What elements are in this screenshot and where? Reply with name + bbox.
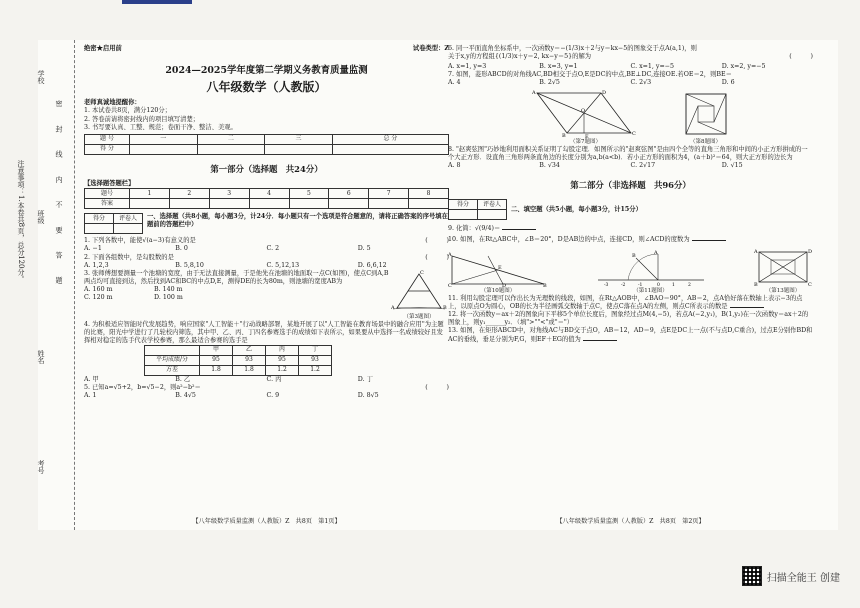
svg-text:A: A (653, 250, 658, 257)
q5: 5. 已知a=√5+2，b=√5−2，则a²−b²＝ (84, 383, 201, 391)
scanner-watermark (742, 566, 840, 586)
part1-title: 第一部分（选择题 共24分） (210, 163, 323, 174)
answer-cell[interactable] (369, 199, 409, 209)
q4-options: A. 甲 B. 乙 C. 丙 D. 丁 (84, 375, 373, 383)
svg-text:E: E (498, 265, 502, 272)
svg-text:-2: -2 (620, 283, 625, 289)
svg-text:A: A (531, 90, 536, 97)
svg-text:C: C (631, 131, 636, 138)
q9-blank[interactable] (502, 229, 536, 230)
q12: 12. 将一次函数y＝ax＋2的图象向下平移5个单位长度后，图象经过点M(4,−5)，若点A(−2,y₁)，B(1,y₂)在一次函数y＝ax＋2的图象上，则y₁______y₂．（填">""<"或"＝"） (448, 311, 809, 327)
qr-code-icon (742, 566, 762, 586)
answer-cell[interactable] (329, 199, 369, 209)
q7-options: A. 4 B. 2√5 C. 2√3 D. 6 (448, 79, 735, 87)
svg-text:D: D (502, 283, 507, 289)
q4: 4. 为积极适应智能时代发展趋势，响应国家"人工智能＋"行动战略部署，某地开展了以"人工智能在教育场景中的融合应用"为主题的比赛，阳光中学进行了几轮校内筛选，其中甲、乙、丙、丁四名参赛选手的成绩如下表所示，如果要从中选择一名成绩较好且发挥相对稳定的选手代表学校参赛，那么最适合参赛的选手是 (84, 320, 444, 344)
svg-text:E: E (584, 134, 589, 140)
q2-options: A. 1,2,3 B. 5,8,10 C. 5,12,13 D. 6,6,12 (84, 261, 387, 269)
q2: 2. 下面各组数中，是勾股数的是 (84, 253, 174, 261)
svg-text:-3: -3 (603, 283, 608, 289)
q4-table: 甲 乙 丙 丁 平均成绩/分 95 93 95 93 方差 1.8 1.8 1.2 1.2 (144, 345, 332, 376)
svg-text:D: D (808, 249, 813, 256)
svg-text:A: A (391, 304, 395, 311)
section1-instructions: 一、选择题（共8小题，每小题3分，计24分．每小题只有一个选项是符合题意的，请将正确答案的序号填在题前的答题栏中） (147, 213, 448, 229)
svg-text:0: 0 (656, 283, 660, 289)
svg-text:B: B (543, 283, 547, 289)
score-table: 题 号 一 二 三 总 分 得 分 (84, 134, 449, 155)
q13-blank[interactable] (583, 340, 617, 341)
figure-q11: -3 -2 -1 0 1 2 B A （第11题图） (603, 250, 691, 295)
q13: 13. 如图，在矩形ABCD中，对角线AC与BD交于点O，AB＝12，AD＝9，点E是DC上一点(不与点D,C重合)，过点E分别作BD和AC的垂线，垂足分别为F,G，则EF＋EG的值为 (448, 327, 813, 343)
grader-box-1: 得分 评卷人 (84, 213, 143, 234)
margin-note: 注意事项：1.本卷共8页，总分120分。 (17, 160, 25, 283)
q1: 1. 下列各数中，能使√(a−3)有意义的是 (84, 237, 196, 245)
svg-text:A: A (754, 249, 758, 256)
notice-1: 1. 本试卷共8页，满分120分； (84, 107, 172, 115)
page-2: 6. 同一平面直角坐标系中，一次函数y＝−(1/3)x＋2与y＝kx−5的图象交于点A(a,1)，则 关于x,y的方程组{(1/3)x＋y＝2, kx−y＝5}的解为 ( ) A. x=1, y=3 B. x=3, y=1 C. x=1, y=−5 D. x=2, y=−5 7. 如图，菱形ABCD的对角线AC,BD相交于点O,E是DC的中点,BE⊥DC,连接OE.若OE＝2，则BE＝ A. 4 B. 2√5 C. 2√3 D. 6 A D C B O E （第7题图） （第8题图） 8. "赵爽弦图"巧妙地利用面积关系证明了勾股定理．如图所示的"赵爽弦图"是由四个全等的直角三角形和中间的小正方形拼成的一个大正方形．设直角三角形两条直角边的长度分别为a,b(a<b)．若小正方形的面积为4，(a＋b)²＝64，则大正方形的边长为 A. 8 B. √34 C. 2√17 D. √15 第二部分（非选择题 共96分） 得分 评卷人 二、填空题（共5小题，每小题3分，计15分） 9. 化简：√(9/4)＝ 10. 如图，在Rt△ABC中，∠B＝20°，D是AB边的中点，连接CD，则∠ACD的度数为 A C B E D （第10题图） -3 -2 -1 0 1 2 B A （第11题图） A D B C （第13题图） 11. 利用勾股定理可以作出长为无理数的线段，如图，在Rt△AOB中，∠BAO＝90°，AB＝2，点A恰好落在数轴上表示−3的点上，以原点O为圆心，OB的长为半径画弧交数轴于点C，使点C落在点A的左侧，则点C所表示的数是 12. 将一次函数y＝ax＋2的图象向下平移5个单位长度后，图象经过点M(4,−5)，若点A(−2,y₁)，B(1,y₂)在一次函数y＝ax＋2的图象上，则y₁______y₂．（填">""<"或"＝"） 13. 如图，在矩形ABCD中，对角线AC与BD交于点O，AB＝12，AD＝9，点E是DC上一点(不与点D,C重合)，过点E分别作BD和AC的垂线，垂足分别为F,G，则EF＋EG的值为 【八年级数学质量监测（人教版）Z 共8页 第2页】 (448, 45, 813, 526)
score-cell-total[interactable] (332, 144, 448, 154)
answer-cell[interactable] (249, 199, 289, 209)
notice-3: 3. 书写要认真、工整、规范；卷面干净、整洁、美观。 (84, 123, 237, 131)
q3: 3. 张师傅想要测量一个池塘的宽度，由于无法直接测量，于是他先在池塘的地面取一点C(如图)，使点C到A,B两点均可直接到达，然后找到AC和BC的中点D,E，测得DE的长为80m，则池塘的宽度AB为 (84, 269, 389, 285)
grader-box-2: 得分 评卷人 (448, 199, 507, 220)
answer-cell[interactable] (409, 199, 449, 209)
margin-seal: 密 封 线 内 不 要 答 题 (55, 100, 63, 292)
svg-text:1: 1 (671, 283, 675, 289)
score-cell-1[interactable] (130, 144, 198, 154)
q6-line2: 关于x,y的方程组{(1/3)x＋y＝2, kx−y＝5}的解为 (448, 53, 592, 61)
svg-text:B: B (443, 304, 447, 311)
section2-instructions: 二、填空题（共5小题，每小题3分，计15分） (511, 205, 642, 213)
svg-text:B: B (754, 282, 758, 289)
svg-text:B: B (561, 133, 566, 140)
q5-options: A. 1 B. 4√5 C. 9 D. 8√5 (84, 391, 379, 399)
answer-cell[interactable] (209, 199, 249, 209)
svg-text:2: 2 (687, 283, 691, 289)
margin-class: 班级 (37, 210, 45, 224)
figure-q13: A D B C （第13题图） (754, 249, 813, 295)
q10: 10. 如图，在Rt△ABC中，∠B＝20°，D是AB边的中点，连接CD，则∠ACD的度数为 (448, 236, 813, 244)
exam-title: 2024—2025学年度第二学期义务教育质量监测 (165, 65, 368, 77)
q6-options: A. x=1, y=3 B. x=3, y=1 C. x=1, y=−5 D. x=2, y=−5 (448, 63, 766, 71)
margin-id: 考号 (37, 460, 45, 474)
svg-text:C: C (808, 282, 812, 289)
figure-q7: A D C B O E （第7题图） (531, 90, 636, 146)
answer-sheet-heading: 【选择题答题栏】 (84, 180, 135, 188)
answer-cell[interactable] (130, 199, 170, 209)
answer-cell[interactable] (289, 199, 329, 209)
q9: 9. 化简：√(9/4)＝ (448, 225, 813, 233)
q8-options: A. 8 B. √34 C. 2√17 D. √15 (448, 162, 743, 170)
binding-margin (14, 40, 75, 530)
svg-text:C: C (420, 269, 424, 276)
q6: 6. 同一平面直角坐标系中，一次函数y＝−(1/3)x＋2与y＝kx−5的图象交于点A(a,1)，则 (448, 45, 697, 52)
svg-text:A: A (448, 252, 452, 259)
figure-row (448, 248, 813, 295)
svg-text:O: O (580, 108, 585, 115)
figure-q8: （第8题图） (681, 89, 731, 146)
svg-text:D: D (601, 90, 606, 97)
figure-q3: C A B （第3题图） (391, 269, 447, 320)
scan-edge-mark (122, 0, 192, 4)
answer-cell[interactable] (169, 199, 209, 209)
q11: 11. 利用勾股定理可以作出长为无理数的线段，如图，在Rt△AOB中，∠BAO＝90°，AB＝2，点A恰好落在数轴上表示−3的点上，以原点O为圆心，OB的长为半径画弧交数轴于点C，使点C落在点A的左侧，则点C所表示的数是 (448, 295, 803, 311)
margin-name: 姓名 (37, 350, 45, 364)
figure-q10: A C B E D （第10题图） (448, 252, 547, 295)
answer-table: 题号 1 2 3 4 5 6 7 8 答案 (84, 188, 449, 209)
subject-title: 八年级数学（人教版） (206, 80, 327, 95)
svg-text:C: C (448, 283, 452, 289)
part2-title: 第二部分（非选择题 共96分） (570, 180, 691, 191)
notice-heading: 老师真诚地提醒你： (84, 99, 141, 107)
secret-label: 绝密★启用前 (84, 45, 122, 52)
q8: 8. "赵爽弦图"巧妙地利用面积关系证明了勾股定理．如图所示的"赵爽弦图"是由四个全等的直角三角形和中间的小正方形拼成的一个大正方形．设直角三角形两条直角边的长度分别为a,b(a<b)．若小正方形的面积为4，(a＋b)²＝64，则大正方形的边长为 (448, 146, 808, 162)
q10-blank[interactable] (692, 240, 726, 241)
page-1: 绝密★启用前 试卷类型：Z 2024—2025学年度第二学期义务教育质量监测 八年级数学（人教版） 老师真诚地提醒你： 1. 本试卷共8页，满分120分； 2. 答卷前请将密封线内的项目填写清楚； 3. 书写要认真、工整、规范；卷面干净、整洁、美观。 题 号 一 二 三 总 分 得 分 第一部分（选择题 共24分） 【选择题答题栏】 题号 1 2 3 4 5 6 7 8 答案 得分 评卷人 一、选择题（共8小题，每小题3分，计24分．每小题只有一个选项是符合题意的，请将正确答案的序号填在题前的答题栏中） 1. 下列各数中，能使√(a−3)有意义的是 ( ) A. −1 B. 0 C. 2 D. 5 2. 下面各组数中，是勾股数的是 ( ) A. 1,2,3 B. 5,8,10 C. 5,12,13 D. 6,6,12 3. 张师傅想要测量一个池塘的宽度，由于无法直接测量，于是他先在池塘的地面取一点C(如图)，使点C到A,B两点均可直接到达，然后找到AC和BC的中点D,E，测得DE的长为80m，则池塘的宽度AB为 A. 160 m B. 140 m C. 120 m D. 100 m C A B （第3题图） 4. 为积极适应智能时代发展趋势，响应国家"人工智能＋"行动战略部署，某地开展了以"人工智能在教育场景中的融合应用"为主题的比赛，阳光中学进行了几轮校内筛选，其中甲、乙、丙、丁四名参赛选手的成绩如下表所示，如果要从中选择一名成绩较好且发挥相对稳定的选手代表学校参赛，那么最适合参赛的选手是 甲 乙 丙 丁 平均成绩/分 95 93 95 93 方差 1.8 1.8 1.2 1.2 A. 甲 B. 乙 C. 丙 D. 丁 5. 已知a=√5+2，b=√5−2，则a²−b²＝ ( ) A. 1 B. 4√5 C. 9 D. 8√5 【八年级数学质量监测（人教版）Z 共8页 第1页】 (84, 45, 449, 526)
paper-type: 试卷类型：Z (412, 45, 449, 52)
q1-options: A. −1 B. 0 C. 2 D. 5 (84, 245, 371, 253)
notice-2: 2. 答卷前请将密封线内的项目填写清楚； (84, 115, 200, 123)
page-1-footer: 【八年级数学质量监测（人教版）Z 共8页 第1页】 (192, 518, 341, 526)
q7: 7. 如图，菱形ABCD的对角线AC,BD相交于点O,E是DC的中点,BE⊥DC,连接OE.若OE＝2，则BE＝ (448, 71, 732, 79)
q11-blank[interactable] (730, 307, 764, 308)
svg-text:-1: -1 (637, 283, 642, 289)
page-2-footer: 【八年级数学质量监测（人教版）Z 共8页 第2页】 (556, 518, 705, 526)
svg-text:B: B (631, 253, 636, 260)
watermark-text: 扫描全能王 创建 (766, 572, 840, 584)
score-cell-2[interactable] (197, 144, 265, 154)
score-cell-3[interactable] (265, 144, 333, 154)
margin-school: 学校 (37, 70, 45, 84)
